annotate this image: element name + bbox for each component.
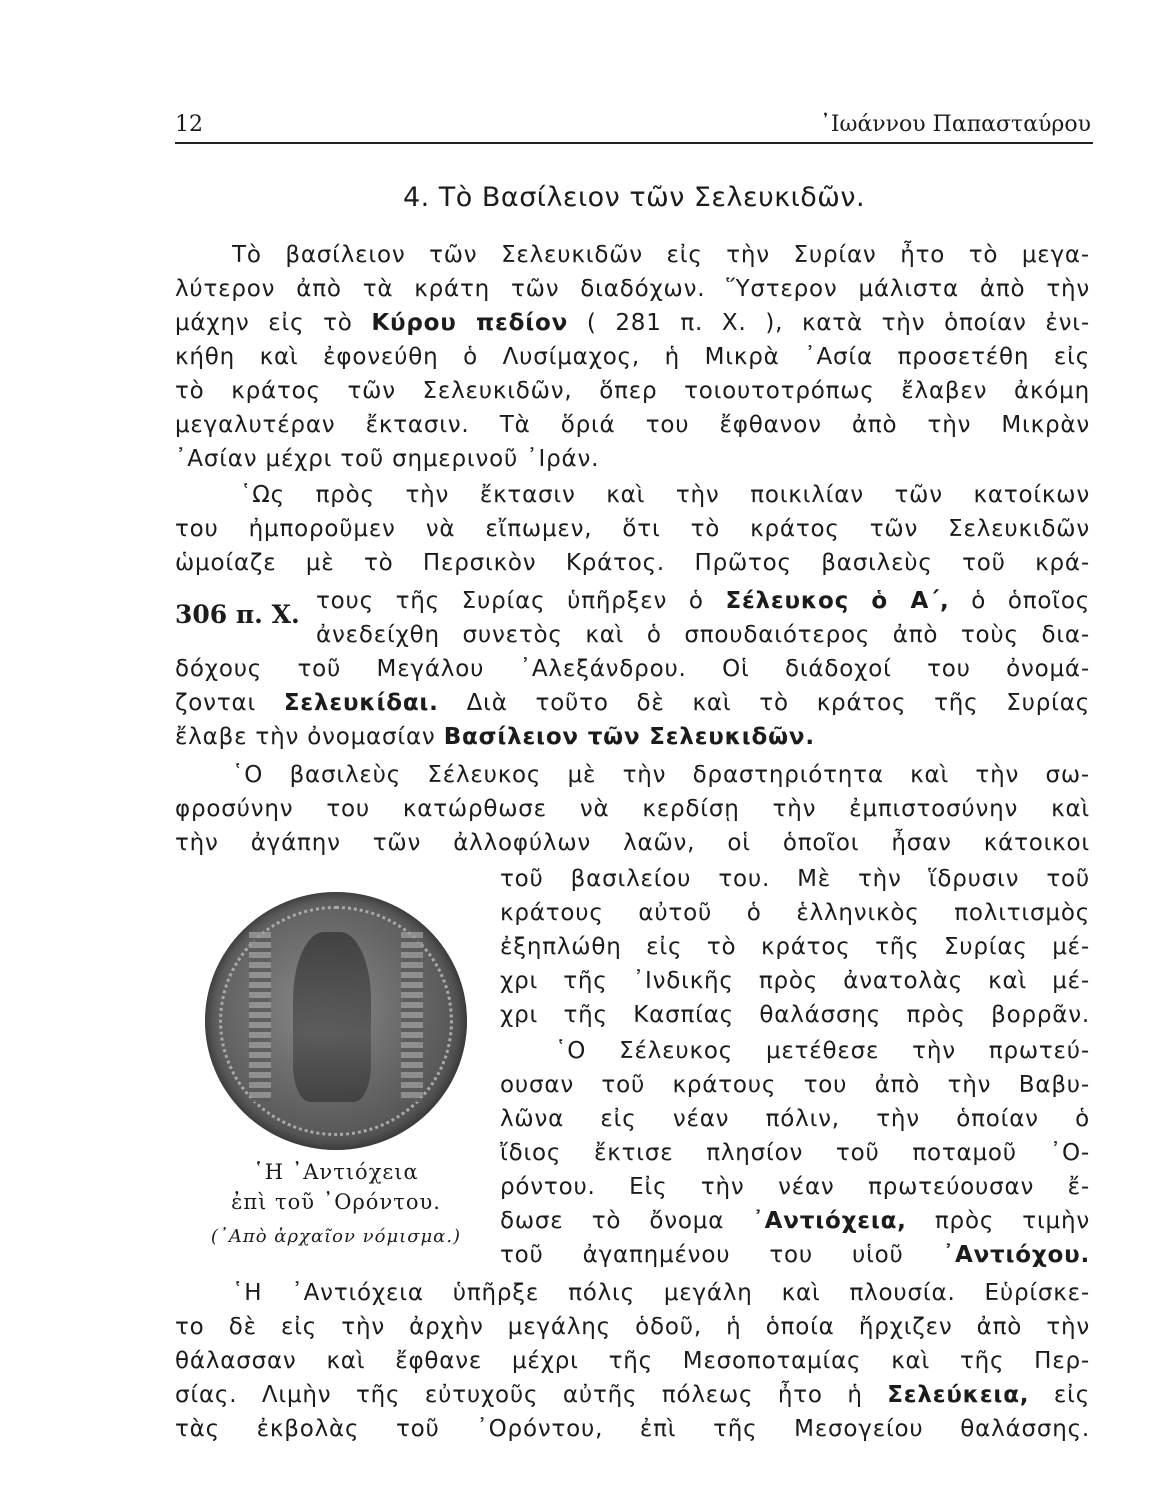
text-line: ῾Ο Σέλευκος μετέθεσε τὴν πρωτεύ-	[555, 1038, 1090, 1064]
text-line: δόχους τοῦ Μεγάλου ᾿Αλεξάνδρου. Οἱ διάδοχοί του ὀνομά-	[175, 656, 1090, 682]
text-line: τους τῆς Συρίας ὑπῆρξεν ὁ Σέλευκος ὁ Α΄, ὁ ὁποῖος	[316, 588, 1090, 614]
emphasis: Σελεύκεια,	[887, 1382, 1030, 1408]
running-header	[175, 108, 1093, 144]
text-line: τὰς ἐκβολὰς τοῦ ᾿Ορόντου, ἐπὶ τῆς Μεσογείου θαλάσσης.	[175, 1416, 1090, 1442]
text-line: τὸ κράτος τῶν Σελευκιδῶν, ὅπερ τοιουτοτρόπως ἔλαβεν ἀκόμη	[175, 378, 1090, 404]
text-line: ζονται Σελευκίδαι. Διὰ τοῦτο δὲ καὶ τὸ κράτος τῆς Συρίας	[175, 690, 1090, 716]
text-line: του ἠμποροῦμεν νὰ εἴπωμεν, ὅτι τὸ κράτος τῶν Σελευκιδῶν	[175, 516, 1090, 542]
figure-caption: ῾Η ᾿Αντιόχεια	[253, 1160, 419, 1184]
text-line: μάχην εἰς τὸ Κύρου πεδίον ( 281 π. Χ. ), κατὰ τὴν ὁποίαν ἐνι-	[175, 310, 1090, 336]
text-line: λύτερον ἀπὸ τὰ κράτη τῶν διαδόχων. Ὕστερον μάλιστα ἀπὸ τὴν	[175, 276, 1090, 302]
text-line: μεγαλυτέραν ἔκτασιν. Τὰ ὅριά του ἔφθανον ἀπὸ τὴν Μικρὰν	[175, 412, 1090, 438]
text-line: το δὲ εἰς τὴν ἀρχὴν μεγάλης ὁδοῦ, ἡ ὁποία ἤρχιζεν ἀπὸ τὴν	[175, 1314, 1090, 1340]
coin-inscription	[249, 932, 271, 1102]
text-line: ῾Ο βασιλεὺς Σέλευκος μὲ τὴν δραστηριότητα καὶ τὴν σω-	[232, 762, 1090, 788]
emphasis: Σέλευκος ὁ Α΄,	[725, 588, 950, 614]
page-number: 12	[175, 112, 203, 137]
emphasis: ᾿Αντιόχου.	[942, 1242, 1090, 1268]
margin-date: 306 π. Χ.	[175, 600, 300, 629]
coin-inscription	[401, 932, 423, 1102]
text-line: τοῦ ἀγαπημένου του υἱοῦ ᾿Αντιόχου.	[500, 1242, 1090, 1268]
coin-seated-figure	[293, 932, 371, 1102]
text-line: ουσαν τοῦ κράτους του ἀπὸ τὴν Βαβυ-	[500, 1072, 1090, 1098]
text-line: ρόντου. Εἰς τὴν νέαν πρωτεύουσαν ἔ-	[500, 1174, 1090, 1200]
text-line: ῾Ως πρὸς τὴν ἔκτασιν καὶ τὴν ποικιλίαν τῶν κατοίκων	[240, 482, 1090, 508]
text-line: θάλασσαν καὶ ἔφθανε μέχρι τῆς Μεσοποταμίας καὶ τῆς Περ-	[175, 1348, 1090, 1374]
running-header-author: ᾿Ιωάννου Παπασταύρου	[819, 112, 1091, 137]
text-line: κήθη καὶ ἐφονεύθη ὁ Λυσίμαχος, ἡ Μικρὰ ᾿Ασία προσετέθη εἰς	[175, 344, 1090, 370]
emphasis: Σελευκίδαι.	[283, 690, 439, 716]
emphasis: ᾿Αντιόχεια,	[752, 1208, 907, 1234]
ancient-coin-image	[205, 892, 467, 1150]
text-line: χρι τῆς Κασπίας θαλάσσης πρὸς βορρᾶν.	[500, 1002, 1090, 1028]
text-line: ᾿Ασίαν μέχρι τοῦ σημερινοῦ ᾿Ιράν.	[175, 446, 600, 472]
text-line: δωσε τὸ ὄνομα ᾿Αντιόχεια, πρὸς τιμὴν	[500, 1208, 1090, 1234]
text-line: ἀνεδείχθη συνετὸς καὶ ὁ σπουδαιότερος ἀπὸ τοὺς δια-	[316, 622, 1090, 648]
text-line: λῶνα εἰς νέαν πόλιν, τὴν ὁποίαν ὁ	[500, 1106, 1090, 1132]
text-line: σίας. Λιμὴν τῆς εὐτυχοῦς αὐτῆς πόλεως ἦτο ἡ Σελεύκεια, εἰς	[175, 1382, 1090, 1408]
text-line: Τὸ βασίλειον τῶν Σελευκιδῶν εἰς τὴν Συρίαν ἦτο τὸ μεγα-	[232, 242, 1090, 268]
text-line: τοῦ βασιλείου του. Μὲ τὴν ἵδρυσιν τοῦ	[500, 866, 1090, 892]
figure-caption: ἐπὶ τοῦ ᾿Ορόντου.	[231, 1190, 441, 1214]
text-line: τὴν ἀγάπην τῶν ἀλλοφύλων λαῶν, οἱ ὁποῖοι ἦσαν κάτοικοι	[175, 830, 1090, 856]
emphasis: Βασίλειον τῶν Σελευκιδῶν.	[443, 724, 815, 750]
section-heading: 4. Τὸ Βασίλειον τῶν Σελευκιδῶν.	[402, 182, 866, 213]
emphasis: Κύρου πεδίον	[371, 310, 569, 336]
text-line: ἴδιος ἔκτισε πλησίον τοῦ ποταμοῦ ᾿Ο-	[500, 1140, 1090, 1166]
text-line: φροσύνην του κατώρθωσε νὰ κερδίσῃ τὴν ἐμπιστοσύνην καὶ	[175, 796, 1090, 822]
text-line: ῾Η ᾿Αντιόχεια ὑπῆρξε πόλις μεγάλη καὶ πλουσία. Εὑρίσκε-	[232, 1280, 1090, 1306]
text-line: ἔλαβε τὴν ὀνομασίαν Βασίλειον τῶν Σελευκιδῶν.	[175, 724, 815, 750]
figure-caption-source: (᾿Απὸ ἀρχαῖον νόμισμα.)	[210, 1226, 462, 1247]
text-line: ὡμοίαζε μὲ τὸ Περσικὸν Κράτος. Πρῶτος βασιλεὺς τοῦ κρά-	[175, 550, 1090, 576]
text-line: ἐξηπλώθη εἰς τὸ κράτος τῆς Συρίας μέ-	[500, 934, 1090, 960]
text-line: κράτους αὐτοῦ ὁ ἑλληνικὸς πολιτισμὸς	[500, 900, 1090, 926]
text-line: χρι τῆς ᾿Ινδικῆς πρὸς ἀνατολὰς καὶ μέ-	[500, 968, 1090, 994]
